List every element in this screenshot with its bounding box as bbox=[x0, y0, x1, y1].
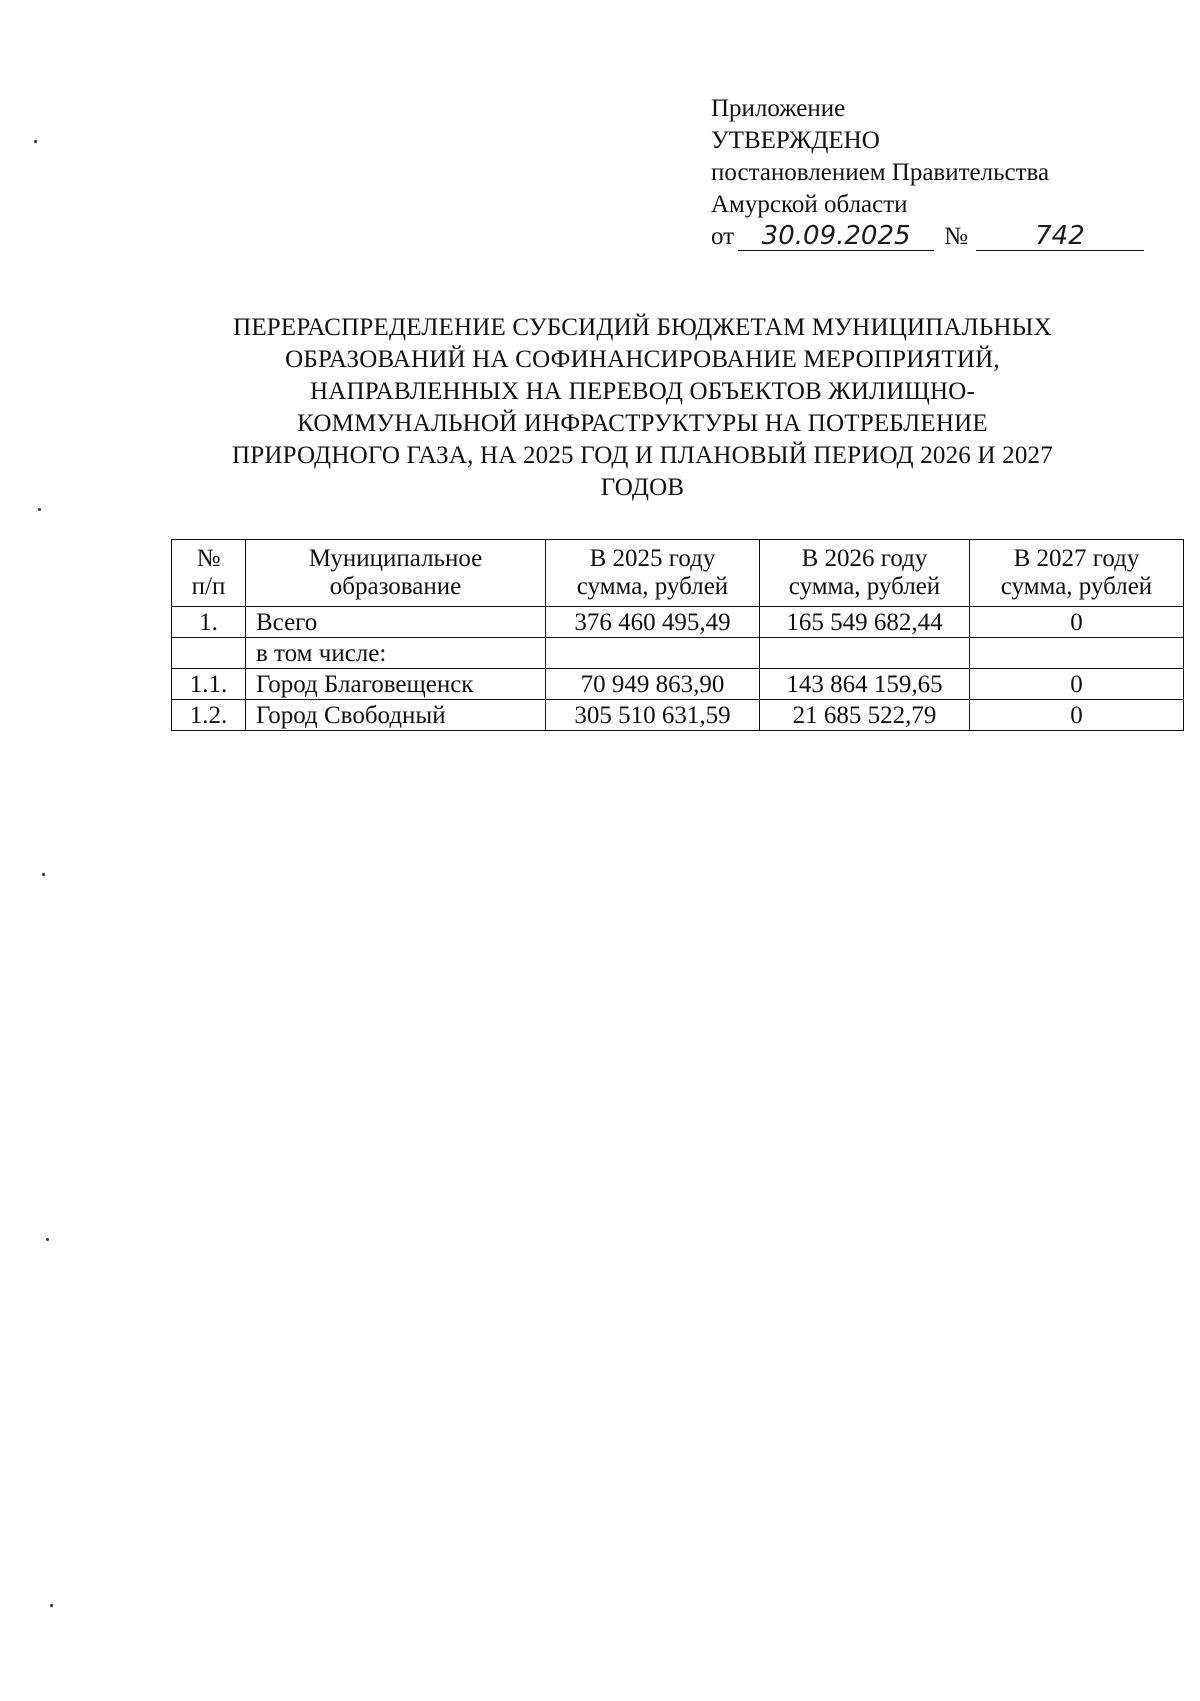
approval-block bbox=[711, 93, 1151, 253]
row-amount-2025: 376 460 495,49 bbox=[546, 607, 760, 638]
row-amount-2025: 70 949 863,90 bbox=[546, 669, 760, 700]
row-municipality: Город Благовещенск bbox=[246, 669, 546, 700]
approval-date-number-line bbox=[711, 221, 1151, 253]
scan-speck bbox=[34, 140, 37, 143]
header-number-line2: п/п bbox=[191, 573, 226, 600]
header-2027-line1: В 2027 году bbox=[1013, 545, 1140, 572]
header-2026-line2: сумма, рублей bbox=[788, 573, 941, 600]
row-municipality: Всего bbox=[246, 607, 546, 638]
subsidy-table bbox=[171, 539, 1184, 731]
title-line: ПРИРОДНОГО ГАЗА, НА 2025 ГОД И ПЛАНОВЫЙ ПЕРИОД 2026 И 2027 bbox=[232, 442, 1053, 469]
table-row bbox=[172, 638, 1184, 669]
table-row bbox=[172, 669, 1184, 700]
row-amount-2027: 0 bbox=[970, 607, 1184, 638]
approval-decree-label: постановлением Правительства bbox=[711, 159, 1050, 186]
row-number: 1.1. bbox=[172, 669, 246, 700]
scan-speck bbox=[42, 873, 45, 876]
handwritten-number: 742 bbox=[976, 222, 1144, 251]
row-number: 1.2. bbox=[172, 700, 246, 731]
header-2025-line1: В 2025 году bbox=[589, 545, 716, 572]
header-municipality bbox=[246, 540, 546, 607]
header-2025-line2: сумма, рублей bbox=[576, 573, 729, 600]
header-number bbox=[172, 540, 246, 607]
table-row bbox=[172, 607, 1184, 638]
row-amount-2027: 0 bbox=[970, 700, 1184, 731]
title-line: ОБРАЗОВАНИЙ НА СОФИНАНСИРОВАНИЕ МЕРОПРИЯТИЙ, bbox=[285, 346, 1000, 373]
number-sign: № bbox=[944, 223, 968, 250]
row-amount-2026: 165 549 682,44 bbox=[760, 607, 970, 638]
header-municipality-line1: Муниципальное bbox=[308, 545, 483, 572]
approval-region-label: Амурской области bbox=[711, 191, 908, 218]
header-2026 bbox=[760, 540, 970, 607]
row-amount-2025: 305 510 631,59 bbox=[546, 700, 760, 731]
header-2027-line2: сумма, рублей bbox=[1000, 573, 1153, 600]
title-line: КОММУНАЛЬНОЙ ИНФРАСТРУКТУРЫ НА ПОТРЕБЛЕНИЕ bbox=[297, 410, 988, 437]
table-row bbox=[172, 700, 1184, 731]
title-line: ГОДОВ bbox=[600, 474, 685, 501]
header-2026-line1: В 2026 году bbox=[801, 545, 928, 572]
date-prefix: от bbox=[711, 223, 735, 250]
scan-speck bbox=[50, 1604, 53, 1607]
row-amount-2026 bbox=[760, 638, 970, 669]
row-municipality: в том числе: bbox=[246, 638, 546, 669]
document-title bbox=[150, 312, 1135, 504]
title-line: ПЕРЕРАСПРЕДЕЛЕНИЕ СУБСИДИЙ БЮДЖЕТАМ МУНИЦИПАЛЬНЫХ bbox=[233, 314, 1052, 341]
header-municipality-line2: образование bbox=[329, 573, 462, 600]
approval-approved-label: УТВЕРЖДЕНО bbox=[711, 127, 880, 154]
row-number bbox=[172, 638, 246, 669]
row-amount-2025 bbox=[546, 638, 760, 669]
header-number-line1: № bbox=[196, 545, 221, 572]
title-line: НАПРАВЛЕННЫХ НА ПЕРЕВОД ОБЪЕКТОВ ЖИЛИЩНО- bbox=[309, 378, 976, 405]
scan-speck bbox=[46, 1238, 49, 1241]
handwritten-date: 30.09.2025 bbox=[738, 222, 934, 251]
row-amount-2026: 21 685 522,79 bbox=[760, 700, 970, 731]
row-number: 1. bbox=[172, 607, 246, 638]
row-amount-2027 bbox=[970, 638, 1184, 669]
row-amount-2027: 0 bbox=[970, 669, 1184, 700]
row-amount-2026: 143 864 159,65 bbox=[760, 669, 970, 700]
header-2025 bbox=[546, 540, 760, 607]
header-2027 bbox=[970, 540, 1184, 607]
scan-speck bbox=[38, 508, 41, 511]
table-header-row bbox=[172, 540, 1184, 607]
row-municipality: Город Свободный bbox=[246, 700, 546, 731]
approval-appendix-label: Приложение bbox=[711, 95, 846, 122]
